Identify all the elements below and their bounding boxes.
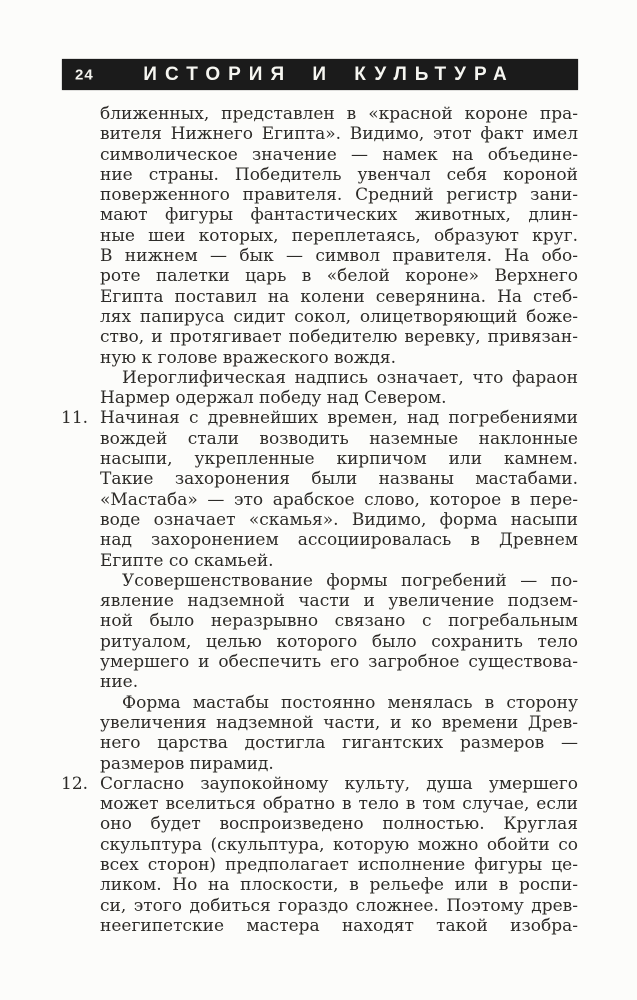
paragraph-block (100, 368, 578, 409)
text-line: Нармер одержал победу над Севером. (100, 388, 447, 409)
text-line: мают фигуры фантастических животных, длин- (100, 205, 578, 226)
text-line: умершего и обеспечить его загробное существова- (100, 652, 578, 673)
text-line: него царства достигла гигантских размеров — (100, 733, 578, 754)
text-line: увеличения надземной части, и ко времени Древ- (100, 712, 578, 733)
page-number: 24 (75, 66, 94, 83)
text-line: оно будет воспроизведено полностью. Круглая (100, 814, 578, 835)
text-line: ние. (100, 672, 139, 693)
text-line: Такие захоронения были названы мастабами. (100, 469, 578, 490)
text-line: размеров пирамид. (100, 753, 274, 774)
page-header-bar (62, 59, 578, 90)
text-line: ние страны. Победитель увенчал себя короной (100, 164, 578, 185)
text-line: поверженного правителя. Средний регистр зани- (100, 185, 578, 206)
text-line: ритуалом, целью которого было сохранить тело (100, 631, 578, 652)
text-line: явление надземной части и увеличение подзем- (100, 591, 578, 612)
text-line: неегипетские мастера находят такой изобра- (100, 915, 578, 936)
text-line: Египте со скамьей. (100, 550, 274, 571)
text-line: ближенных, представлен в «красной короне пра- (100, 104, 578, 124)
text-line: си, этого добиться гораздо сложнее. Поэтому древ- (100, 895, 578, 916)
text-line: воде означает «скамья». Видимо, форма насыпи (100, 509, 578, 530)
text-line: «Мастаба» — это арабское слово, которое в пере- (100, 489, 578, 510)
text-line: Начиная с древнейших времен, над погребениями (100, 408, 578, 429)
text-line: Форма мастабы постоянно менялась в сторону (122, 692, 578, 713)
paragraph-block (100, 693, 578, 774)
text-line: вителя Нижнего Египта». Видимо, этот факт имел (100, 124, 578, 145)
paragraph-number: 11. (61, 408, 89, 429)
text-line: Египта поставил на колени северянина. На стеб- (100, 286, 578, 307)
text-line: ство, и протягивает победителю веревку, привязан- (100, 327, 578, 348)
text-line: лях папируса сидит сокол, олицетворяющий боже- (100, 306, 578, 327)
paragraph-number: 12. (61, 773, 89, 794)
text-line: роте палетки царь в «белой короне» Верхнего (100, 266, 578, 287)
text-line: ликом. Но на плоскости, в рельефе или в роспи- (100, 875, 578, 896)
text-line: вождей стали возводить наземные наклонные (100, 428, 578, 449)
page-header-title: ИСТОРИЯ И КУЛЬТУРА (143, 63, 515, 85)
text-line: скульптура (скульптура, которую можно обойти со (100, 834, 578, 855)
text-line: над захоронением ассоциировалась в Древнем (100, 530, 578, 551)
text-line: Согласно заупокойному культу, душа умершего (100, 773, 578, 794)
text-line: ной было неразрывно связано с погребальным (100, 611, 578, 632)
paragraph-block (61, 773, 578, 936)
text-line: В нижнем — бык — символ правителя. На обо- (100, 246, 578, 267)
text-line: насыпи, укрепленные кирпичом или камнем. (100, 449, 578, 470)
text-line: ные шеи которых, переплетаясь, образуют круг. (100, 225, 578, 246)
text-line: ную к голове вражеского вождя. (100, 347, 397, 368)
paragraph-block (100, 571, 578, 693)
text-line: Усовершенствование формы погребений — по- (122, 570, 578, 591)
text-line: Иероглифическая надпись означает, что фараон (122, 367, 578, 388)
text-line: может вселиться обратно в тело в том случае, если (100, 794, 578, 815)
text-line: символическое значение — намек на объедине- (100, 144, 578, 165)
paragraph-block (61, 408, 578, 571)
text-blocks (61, 104, 578, 936)
paragraph-block (100, 104, 578, 368)
text-line: всех сторон) предполагает исполнение фигуры це- (100, 854, 578, 875)
